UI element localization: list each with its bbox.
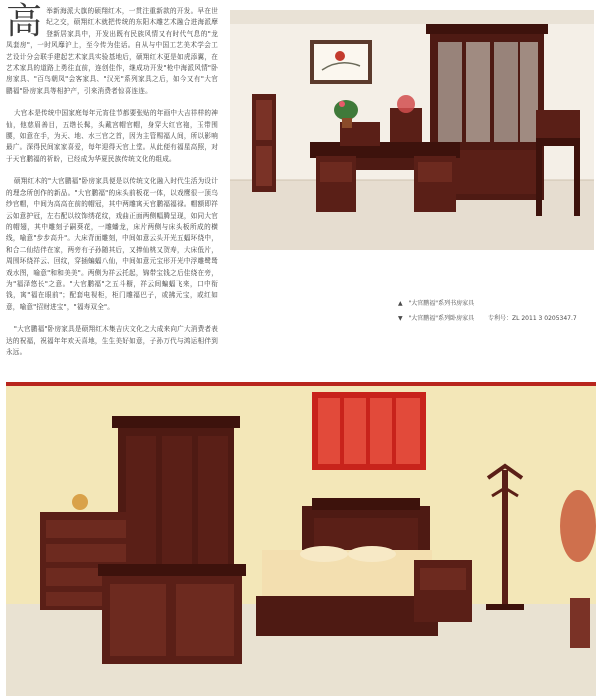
article-text-column bbox=[6, 1, 218, 369]
patent-number: 专利号：ZL 2011 3 0205347.7 bbox=[488, 315, 577, 322]
caption-study bbox=[398, 296, 598, 311]
caption-marker-down: ▼ bbox=[398, 315, 403, 322]
article-paragraph-2: 大官本是传统中国家庭每年元宵佳节都要张贴的年画中大吉祥样的神仙，他慈眉善目，五绺长髯，头戴宫帽官帽，身穿大红官袍，玉带围腰，如意在手，为天、地、水三官之首，因为主管赐福人间，所以影响最广。深得民间家家喜爱，每年迎得天官上堂。从此便有福星高照，对于天官鹏福的祈盼，已经成为华夏民族传统文化的组成。 bbox=[6, 109, 218, 163]
article-paragraph-4: "大官鹏福"卧房家具是硕翔红木集吉庆文化之大成来向广大消费者表达的祝福，祝福年年欢天喜地，生生美好如意，子孙万代与鸿运相伴到永远。 bbox=[6, 325, 218, 356]
drop-cap: 高 bbox=[6, 1, 43, 42]
caption-bedroom-text: "大官鹏福"系列卧房家具 bbox=[408, 315, 475, 322]
study-furniture-photo bbox=[230, 10, 594, 250]
photo-captions bbox=[398, 296, 598, 326]
bedroom-illustration bbox=[6, 374, 596, 696]
article-paragraph-1 bbox=[6, 1, 218, 97]
article-paragraph-3: 硕翔红木的"大官鹏福"卧房家具便是以传统文化融入时代生活为设计的理念所创作的新品。"大官鹏福"的床头前板花一体，以戏鹰很一顶乌纱官帽，中间为高高在前的帽冠，其中两雕寓天官鹏福福禄。帽额即祥云如意护冠，左右配以纹饰绣花纹，戏曲正面两侧幅腾呈现，如同大官的帽翅，其中雕刻子嗣葵花，一雕蟠龙，床片两侧与床头板所成的横线，喻意"步步高升"。大床背面雕刻，中间如意云头开光五蝠环绕中，和合二仙结伴在家，两旁有子孙随其后，又捧仙桃又贺寿，大床低片，周围环绕祥云、回纹，穿插蝙蝠八仙，中间如意元宝形开光中浮雕鹭鸶戏水图，喻意"和和美美"。两侧为祥云托起，锦带宝钱之后佳绕在旁，为"福泽悠长"之意。"大官鹏福"之五斗橱，祥云间蝙蝠飞来，口中衔钱，寓"福在眼前"；配套电视柜，柜门雕福巴子，或拂元宝，或红如意，喻意"招财进宝"，"福寿双全"。 bbox=[6, 177, 218, 311]
bedroom-furniture-photo bbox=[6, 374, 596, 696]
paragraph-text: 举新海派大旗的硕翔红木，一贯注重新款的开发。早在世纪之交，硕翔红木就把传统的东阳木雕艺术融合进海派摩登新居家具中，开发出既有民族风情又有时代气息的"龙凤套房"，一时风靡沪上，至今传为佳话。自从与中国工艺美术学会工艺设计分会联手建起艺术家具实验基地后，硕翔红木更是如虎添翼，在艺术家具的道路上勇往直前，连创佳作，继成功开发"枪中海派风情"卧房家具、"百鸟朝凤"会客家具、"汉光"系列家具之后，如今又有"大官鹏福"卧房家具等相护产，引来消费者惊喜连连。 bbox=[6, 7, 218, 95]
caption-study-text: "大官鹏福"系列书房家具 bbox=[408, 300, 475, 307]
study-room-illustration bbox=[230, 10, 594, 250]
caption-marker-up: ▲ bbox=[398, 300, 403, 307]
caption-bedroom bbox=[398, 311, 598, 326]
